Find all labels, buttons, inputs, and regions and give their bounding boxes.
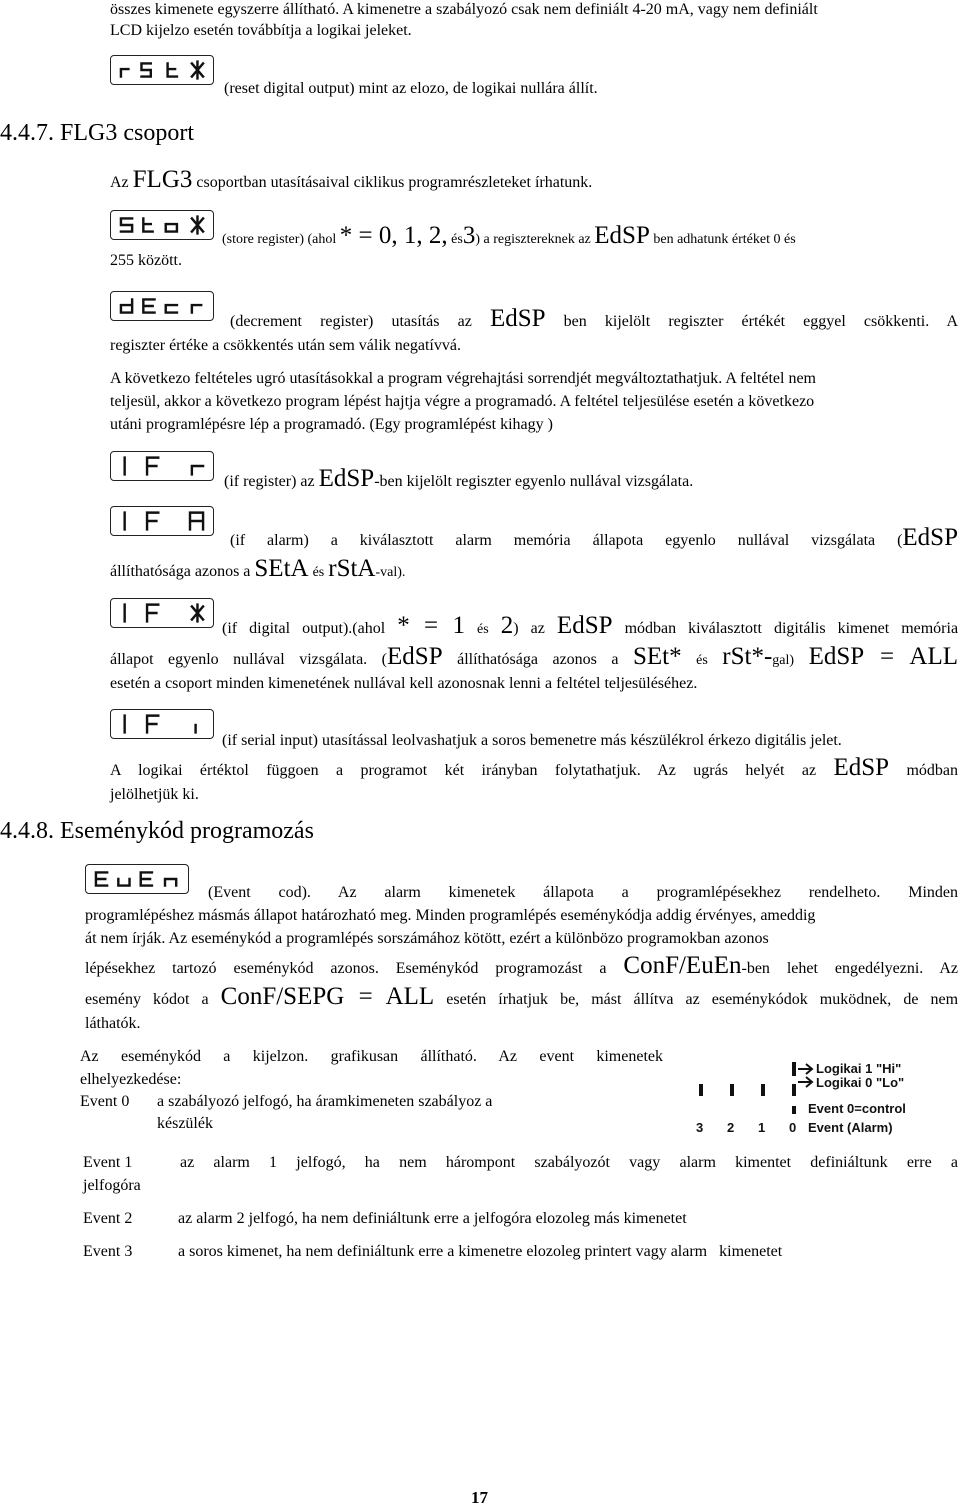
legend-num-2: 2	[727, 1120, 735, 1135]
event-1-desc-2: jelfogóra	[83, 1177, 141, 1194]
lcd-if-i-glyphs	[111, 710, 213, 738]
event-1-desc-1: az alarm 1 jelfogó, ha nem hárompont szabályozót vagy alarm kimentet definiáltunk erre a	[180, 1154, 958, 1171]
sto-line-2: 255 között.	[110, 252, 182, 269]
cond-line-1: A következo feltételes ugró utasításokkal a program végrehajtási sorrendjét megváltoztathatjuk. A feltétel nem	[110, 370, 816, 387]
legend-alarm: Event (Alarm)	[808, 1120, 893, 1135]
event-legend	[690, 1058, 950, 1136]
events-intro-2: elhelyezkedése:	[80, 1071, 182, 1088]
ifi-line-3: jelölhetjük ki.	[110, 786, 199, 803]
decr-line-2: regiszter értéke a csökkentés után sem válik negatívvá.	[110, 337, 461, 354]
event-0-label: Event 0	[80, 1093, 130, 1110]
lcd-euen-glyphs	[86, 865, 188, 893]
ifa-description: (if alarm) a kiválasztott alarm memória állapota egyenlo nullával vizsgálata (EdSP	[230, 524, 958, 551]
ifi-line-2: A logikai értéktol függoen a programot két irányban folytathatjuk. Az ugrás helyét az EdSP módban	[110, 754, 958, 781]
lcd-if-r	[110, 451, 214, 481]
event-0-desc-1: a szabályozó jelfogó, ha áramkimeneten szabályoz a	[157, 1093, 493, 1110]
euen-line-1: (Event cod). Az alarm kimenetek állapota a programlépésekhez rendelheto. Minden	[208, 884, 958, 901]
lcd-if-r-glyphs	[111, 452, 213, 480]
legend-num-3: 3	[696, 1120, 704, 1135]
ifo-line-3: esetén a csoport minden kimenetének nullával kell azonosnak lenni a feltétel teljesüléséhez.	[110, 675, 698, 692]
event-legend-graphic	[690, 1058, 950, 1136]
event-3-desc: a soros kimenet, ha nem definiáltunk erre a kimenetre elozoleg printert vagy alarm kimenetet	[178, 1243, 783, 1260]
lcd-sto	[110, 210, 214, 240]
lcd-decr-glyphs	[111, 292, 213, 320]
lcd-if-a	[110, 506, 214, 536]
euen-line-5: esemény kódot a ConF/SEPG = ALL esetén írhatjuk be, mást állítva az eseménykódok muködnek, de nem	[85, 983, 959, 1010]
ifo-description: (if digital output).(ahol * = 1 és 2) az EdSP módban kiválasztott digitális kimenet memória	[222, 612, 959, 639]
lcd-rst-glyphs	[111, 56, 213, 84]
legend-num-0: 0	[789, 1120, 797, 1135]
cond-line-2: teljesül, akkor a következo program lépést hajtja végre a programadó. A feltétel teljesülése esetén a következo	[110, 393, 815, 410]
rst-description: (reset digital output) mint az elozo, de logikai nullára állít.	[224, 80, 598, 97]
ifr-description: (if register) az EdSP-ben kijelölt regiszter egyenlo nullával vizsgálata.	[224, 465, 694, 492]
lcd-euen	[85, 864, 189, 894]
decr-description: (decrement register) utasítás az EdSP ben kijelölt regiszter értékét eggyel csökkenti. A	[230, 305, 959, 332]
page-number: 17	[471, 1488, 488, 1507]
event-0-desc-2: készülék	[157, 1115, 213, 1132]
section-heading-447: 4.4.7. FLG3 csoport	[0, 120, 194, 146]
cond-line-3: utáni programlépésre lép a programadó. (Egy programlépést kihagy )	[110, 416, 553, 433]
lcd-if-a-glyphs	[111, 507, 213, 535]
euen-line-3: át nem írják. Az eseménykód a programlépés sorszámához kötött, ezért a különbözo programokban azonos	[85, 930, 769, 947]
arrow-lo-icon	[798, 1077, 812, 1087]
legend-lo: Logikai 0 "Lo"	[816, 1075, 905, 1090]
euen-line-6: láthatók.	[85, 1015, 141, 1032]
euen-line-2: programlépéshez másmás állapot határozható meg. Minden programlépés eseménykódja addig érvényes, ameddig	[85, 907, 816, 924]
intro-line-2: LCD kijelzo esetén továbbítja a logikai jeleket.	[110, 22, 412, 39]
arrow-hi-icon	[798, 1064, 812, 1074]
event-2-desc: az alarm 2 jelfogó, ha nem definiáltunk erre a jelfogóra elozoleg más kimenetet	[178, 1210, 687, 1227]
sto-description: (store register) (ahol * = 0, 1, 2, és3) a regisztereknek az EdSP ben adhatunk értéket 0 és	[222, 222, 796, 249]
events-intro-1: Az eseménykód a kijelzon. grafikusan állítható. Az event kimenetek	[80, 1048, 663, 1065]
ifa-line-2: állíthatósága azonos a SEtA és rStA-val).	[110, 555, 406, 582]
lcd-if-i	[110, 709, 214, 739]
intro-line-1: összes kimenete egyszerre állítható. A kimenetre a szabályozó csak nem definiált 4-20 mA, vagy nem definiált	[110, 1, 818, 18]
event-3-label: Event 3	[83, 1243, 133, 1260]
event-2-label: Event 2	[83, 1210, 133, 1227]
lcd-rst	[110, 55, 214, 85]
section-heading-448: 4.4.8. Eseménykód programozás	[0, 818, 314, 844]
event-1-label: Event 1	[83, 1154, 133, 1171]
lcd-if-star-glyphs	[111, 599, 213, 627]
lcd-sto-glyphs	[111, 211, 213, 239]
ifi-description: (if serial input) utasítással leolvashatjuk a soros bemenetre más készülékrol érkezo digitális jelet.	[222, 732, 842, 749]
legend-num-1: 1	[758, 1120, 766, 1135]
flg3-intro: Az FLG3 csoportban utasításaival ciklikus programrészleteket írhatunk.	[110, 166, 593, 193]
legend-hi: Logikai 1 "Hi"	[816, 1061, 902, 1076]
lcd-if-star	[110, 598, 214, 628]
legend-control: Event 0=control	[808, 1101, 906, 1116]
ifo-line-2: állapot egyenlo nullával vizsgálata. (EdSP állíthatósága azonos a SEt* és rSt*-gal) EdSP = ALL	[110, 643, 959, 670]
euen-line-4: lépésekhez tartozó eseménykód azonos. Eseménykód programozást a ConF/EuEn-ben lehet engedélyezni. Az	[85, 952, 958, 979]
lcd-decr	[110, 291, 214, 321]
